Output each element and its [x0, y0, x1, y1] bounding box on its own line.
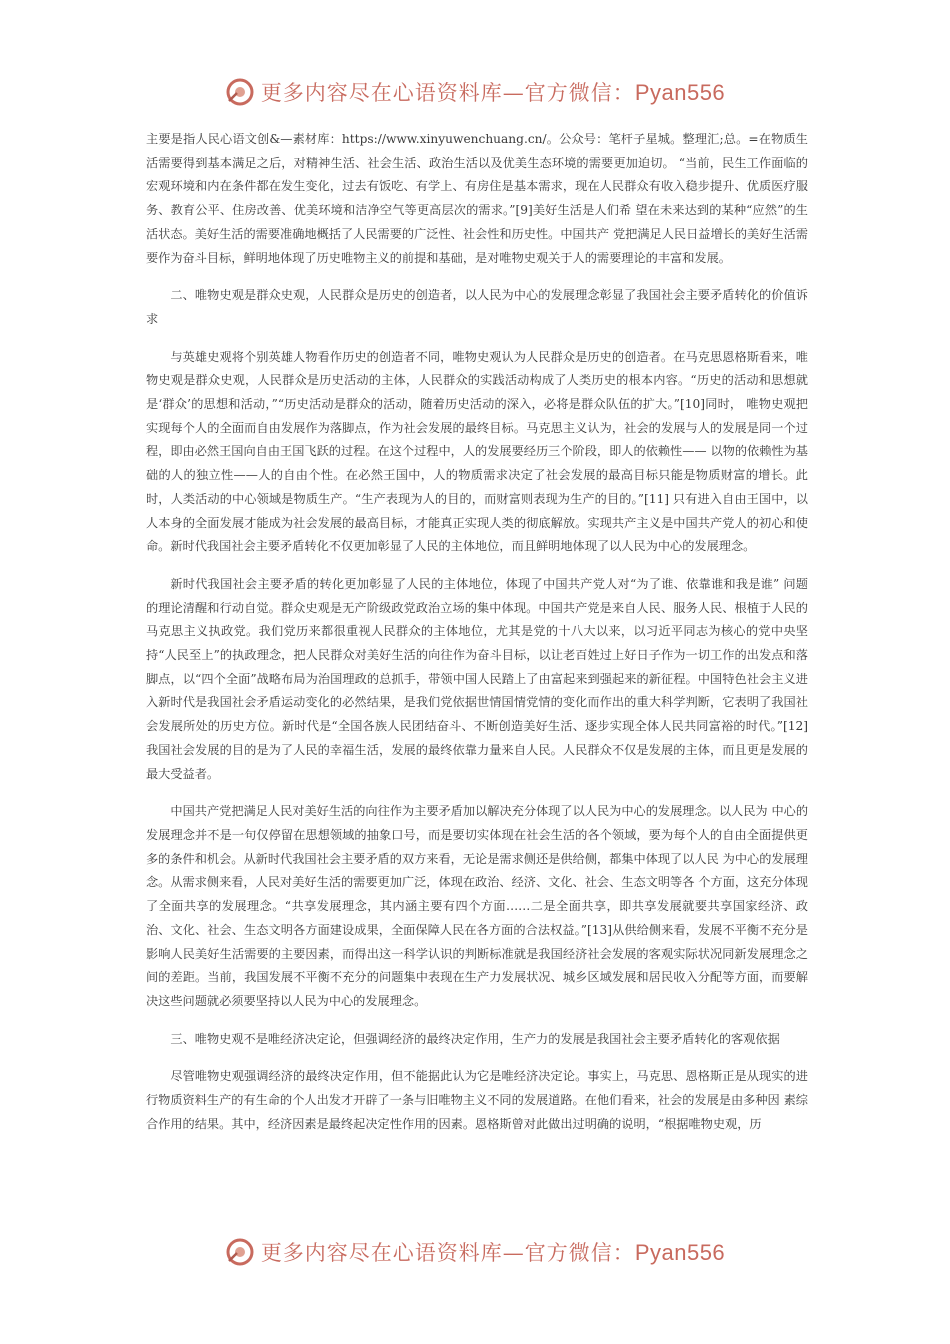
- watermark-banner-bottom: [0, 1232, 950, 1272]
- watermark-text: 更多内容尽在心语资料库—官方微信：Pyan556: [260, 1240, 726, 1265]
- paragraph-continuation: 主要是指人民心语文创&—素材库：https://www.xinyuwenchuang.cn/。公众号：笔杆子星城。整理汇;总。=在物质生活需要得到基本满足之后，对精神生活、社会生活、政治生活以及优美生态环境的需要更加迫切。 “当前，民生工作面临的宏观环境和内在条件都在发生变化，过去有饭吃、有学上、有房住是基本需求，现在人民群众有收入稳步提升、优质医疗服务、教育公平、住房改善、优美环境和洁净空气等更高层次的需求。”[9]美好生活是人们希 望在未来达到的某种“应然”的生活状态。美好生活的需要准确地概括了人民需要的广泛性、社会性和历史性。中国共产 党把满足人民日益增长的美好生活需要作为奋斗目标，鲜明地体现了历史唯物主义的前提和基础，是对唯物史观关于人的需要理论的丰富和发展。: [146, 132, 808, 265]
- watermark-banner-top: [0, 72, 950, 112]
- section-heading-3: 三、唯物史观不是唯经济决定论，但强调经济的最终决定作用，生产力的发展是我国社会主要矛盾转化的客观依据: [170, 1031, 780, 1046]
- body-paragraph: 新时代我国社会主要矛盾的转化更加彰显了人民的主体地位，体现了中国共产党人对“为了谁、依靠谁和我是谁” 问题的理论清醒和行动自觉。群众史观是无产阶级政党政治立场的集中体现。中国共产党是来自人民、服务人民、根植于人民的马克思主义执政党。我们党历来都很重视人民群众的主体地位，尤其是党的十八大以来，以习近平同志为核心的党中央坚持“人民至上”的执政理念，把人民群众对美好生活的向往作为奋斗目标，以让老百姓过上好日子作为一切工作的出发点和落脚点，以“四个全面”战略布局为治国理政的总抓手，带领中国人民踏上了由富起来到强起来的新征程。中国特色社会主义进入新时代是我国社会矛盾运动变化的必然结果，是我们党依据世情国情党情的变化而作出的重大科学判断，它表明了我国社会发展所处的历史方位。新时代是“全国各族人民团结奋斗、不断创造美好生活、逐步实现全体人民共同富裕的时代。”[12]我国社会发展的目的是为了人民的幸福生活，发展的最终依靠力量来自人民。人民群众不仅是发展的主体，而且更是发展的最大受益者。: [146, 576, 808, 781]
- seal-logo-icon: [225, 1237, 255, 1267]
- body-paragraph: 中国共产党把满足人民对美好生活的向往作为主要矛盾加以解决充分体现了以人民为中心的发展理念。以人民为 中心的发展理念并不是一句仅停留在思想领域的抽象口号，而是要切实体现在社会生活的各个领域，要为每个人的自由全面提供更多的条件和机会。从新时代我国社会主要矛盾的双方来看，无论是需求侧还是供给侧，都集中体现了以人民 为中心的发展理念。从需求侧来看，人民对美好生活的需要更加广泛，体现在政治、经济、文化、社会、生态文明等各 个方面，这充分体现了全面共享的发展理念。“共享发展理念，其内涵主要有四个方面……二是全面共享，即共享发展就要共享国家经济、政治、文化、社会、生态文明各方面建设成果，全面保障人民在各方面的合法权益。”[13]从供给侧来看，发展不平衡不充分是影响人民美好生活需要的主要因素，而得出这一科学认识的判断标准就是我国经济社会发展的客观实际状况同新发展理念之间的差距。当前，我国发展不平衡不充分的问题集中表现在生产力发展状况、城乡区域发展和居民收入分配等方面，而要解决这些问题就必须要坚持以人民为中心的发展理念。: [146, 804, 809, 1008]
- document-body: [146, 128, 808, 1136]
- watermark-text: 更多内容尽在心语资料库—官方微信：Pyan556: [260, 80, 726, 105]
- body-paragraph: 尽管唯物史观强调经济的最终决定作用，但不能据此认为它是唯经济决定论。事实上，马克思、恩格斯正是从现实的进 行物质资料生产的有生命的个人出发才开辟了一条与旧唯物主义不同的发展道路。在他们看来，社会的发展是由多种因 素综合作用的结果。其中，经济因素是最终起决定性作用的因素。恩格斯曾对此做出过明确的说明，“根据唯物史观，历: [146, 1069, 808, 1131]
- seal-logo-icon: [225, 77, 255, 107]
- section-heading-2: 二、唯物史观是群众史观，人民群众是历史的创造者，以人民为中心的发展理念彰显了我国社会主要矛盾转化的价值诉求: [146, 288, 808, 326]
- body-paragraph: 与英雄史观将个别英雄人物看作历史的创造者不同，唯物史观认为人民群众是历史的创造者。在马克思恩格斯看来，唯物史观是群众史观，人民群众是历史活动的主体，人民群众的实践活动构成了人类历史的根本内容。“历史的活动和思想就是‘群众’的思想和活动，”“历史活动是群众的活动，随着历史活动的深入，必将是群众队伍的扩大。”[10]同时， 唯物史观把实现每个人的全面而自由发展作为落脚点，作为社会发展的最终目标。马克思主义认为，社会的发展与人的发展是同一个过程，即由必然王国向自由王国飞跃的过程。在这个过程中，人的发展要经历三个阶段，即人的依赖性—— 以物的依赖性为基础的人的独立性——人的自由个性。在必然王国中，人的物质需求决定了社会发展的最高目标只能是物质财富的增长。此时，人类活动的中心领域是物质生产。“生产表现为人的目的，而财富则表现为生产的目的。”[11] 只有进入自由王国中，以人本身的全面发展才能成为社会发展的最高目标，才能真正实现人类的彻底解放。实现共产主义是中国共产党人的初心和使命。新时代我国社会主要矛盾转化不仅更加彰显了人民的主体地位，而且鲜明地体现了以人民为中心的发展理念。: [146, 349, 808, 554]
